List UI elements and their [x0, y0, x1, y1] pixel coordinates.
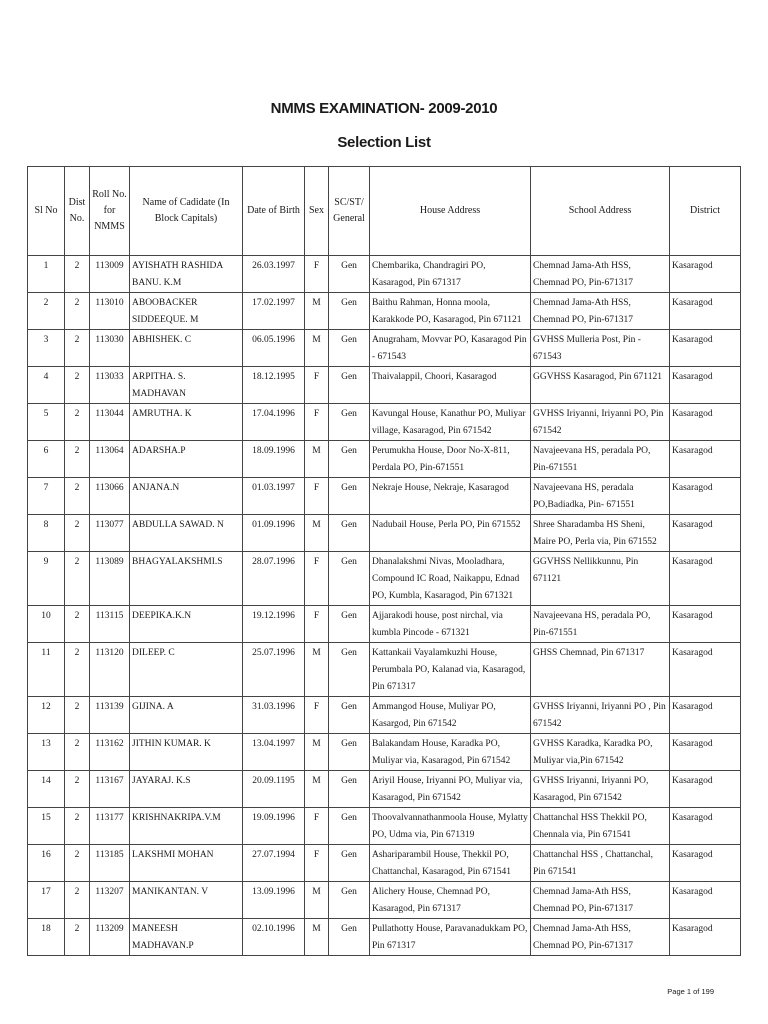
district-cell: Kasaragod: [670, 404, 741, 441]
category-cell: Gen: [329, 697, 370, 734]
dist-no-cell: 2: [65, 882, 90, 919]
dist-no-cell: 2: [65, 697, 90, 734]
dob-cell: 26.03.1997: [243, 256, 305, 293]
category-cell: Gen: [329, 256, 370, 293]
house-address-cell: Alichery House, Chemnad PO, Kasaragod, Pin 671317: [370, 882, 531, 919]
category-cell: Gen: [329, 845, 370, 882]
district-cell: Kasaragod: [670, 882, 741, 919]
roll-no-cell: 113044: [90, 404, 130, 441]
dist-no-cell: 2: [65, 552, 90, 606]
candidate-name-cell: ABHISHEK. C: [130, 330, 243, 367]
category-cell: Gen: [329, 734, 370, 771]
house-address-cell: Kattankaii Vayalamkuzhi House, Perumbala PO, Kalanad via, Kasaragod, Pin 671317: [370, 643, 531, 697]
sl-no-cell: 16: [28, 845, 65, 882]
roll-no-cell: 113077: [90, 515, 130, 552]
sl-no-cell: 14: [28, 771, 65, 808]
column-header: Name of Cadidate (In Block Capitals): [130, 167, 243, 256]
sex-cell: M: [305, 441, 329, 478]
sl-no-cell: 4: [28, 367, 65, 404]
table-body: [28, 256, 741, 956]
roll-no-cell: 113185: [90, 845, 130, 882]
table-row: [28, 697, 741, 734]
house-address-cell: Ashariparambil House, Thekkil PO, Chattanchal, Kasaragod, Pin 671541: [370, 845, 531, 882]
district-cell: Kasaragod: [670, 606, 741, 643]
table-row: [28, 643, 741, 697]
candidate-name-cell: KRISHNAKRIPA.V.M: [130, 808, 243, 845]
roll-no-cell: 113115: [90, 606, 130, 643]
house-address-cell: Anugraham, Movvar PO, Kasaragod Pin - 671543: [370, 330, 531, 367]
table-row: [28, 515, 741, 552]
table-header-row: [28, 167, 741, 256]
house-address-cell: Thoovalvannathanmoola House, Mylatty PO, Udma via, Pin 671319: [370, 808, 531, 845]
school-address-cell: GGVHSS Nellikkunnu, Pin 671121: [531, 552, 670, 606]
table-row: [28, 808, 741, 845]
sex-cell: F: [305, 404, 329, 441]
candidate-name-cell: AMRUTHA. K: [130, 404, 243, 441]
sex-cell: M: [305, 882, 329, 919]
dob-cell: 17.04.1996: [243, 404, 305, 441]
district-cell: Kasaragod: [670, 643, 741, 697]
category-cell: Gen: [329, 515, 370, 552]
sex-cell: F: [305, 606, 329, 643]
category-cell: Gen: [329, 882, 370, 919]
column-header: District: [670, 167, 741, 256]
category-cell: Gen: [329, 771, 370, 808]
category-cell: Gen: [329, 441, 370, 478]
sl-no-cell: 10: [28, 606, 65, 643]
candidate-name-cell: MANIKANTAN. V: [130, 882, 243, 919]
candidate-name-cell: ADARSHA.P: [130, 441, 243, 478]
district-cell: Kasaragod: [670, 515, 741, 552]
district-cell: Kasaragod: [670, 771, 741, 808]
category-cell: Gen: [329, 404, 370, 441]
district-cell: Kasaragod: [670, 441, 741, 478]
school-address-cell: GVHSS Mulleria Post, Pin - 671543: [531, 330, 670, 367]
sex-cell: F: [305, 256, 329, 293]
district-cell: Kasaragod: [670, 478, 741, 515]
school-address-cell: GVHSS Iriyanni, Iriyanni PO , Pin 671542: [531, 697, 670, 734]
roll-no-cell: 113167: [90, 771, 130, 808]
roll-no-cell: 113030: [90, 330, 130, 367]
table-row: [28, 441, 741, 478]
candidate-name-cell: ANJANA.N: [130, 478, 243, 515]
sex-cell: M: [305, 330, 329, 367]
column-header: Sl No: [28, 167, 65, 256]
column-header: Date of Birth: [243, 167, 305, 256]
dist-no-cell: 2: [65, 293, 90, 330]
school-address-cell: Navajeevana HS, peradala PO,Badiadka, Pin- 671551: [531, 478, 670, 515]
category-cell: Gen: [329, 367, 370, 404]
table-row: [28, 478, 741, 515]
school-address-cell: GGVHSS Kasaragod, Pin 671121: [531, 367, 670, 404]
district-cell: Kasaragod: [670, 808, 741, 845]
school-address-cell: GVHSS Iriyanni, Iriyanni PO, Pin 671542: [531, 404, 670, 441]
school-address-cell: Chemnad Jama-Ath HSS, Chemnad PO, Pin-671317: [531, 882, 670, 919]
category-cell: Gen: [329, 808, 370, 845]
house-address-cell: Perumukha House, Door No-X-811, Perdala PO, Pin-671551: [370, 441, 531, 478]
dist-no-cell: 2: [65, 441, 90, 478]
sex-cell: M: [305, 293, 329, 330]
candidate-name-cell: ARPITHA. S. MADHAVAN: [130, 367, 243, 404]
roll-no-cell: 113177: [90, 808, 130, 845]
candidate-name-cell: GIJINA. A: [130, 697, 243, 734]
dist-no-cell: 2: [65, 845, 90, 882]
category-cell: Gen: [329, 643, 370, 697]
table-row: [28, 771, 741, 808]
candidate-name-cell: JAYARAJ. K.S: [130, 771, 243, 808]
school-address-cell: GVHSS Iriyanni, Iriyanni PO, Kasaragod, Pin 671542: [531, 771, 670, 808]
sl-no-cell: 8: [28, 515, 65, 552]
table-row: [28, 919, 741, 956]
roll-no-cell: 113009: [90, 256, 130, 293]
dist-no-cell: 2: [65, 256, 90, 293]
district-cell: Kasaragod: [670, 919, 741, 956]
dob-cell: 02.10.1996: [243, 919, 305, 956]
dist-no-cell: 2: [65, 606, 90, 643]
dob-cell: 19.09.1996: [243, 808, 305, 845]
category-cell: Gen: [329, 478, 370, 515]
table-row: [28, 256, 741, 293]
roll-no-cell: 113207: [90, 882, 130, 919]
dob-cell: 27.07.1994: [243, 845, 305, 882]
house-address-cell: Ariyil House, Iriyanni PO, Muliyar via, Kasaragod, Pin 671542: [370, 771, 531, 808]
table-row: [28, 882, 741, 919]
category-cell: Gen: [329, 919, 370, 956]
district-cell: Kasaragod: [670, 552, 741, 606]
dist-no-cell: 2: [65, 734, 90, 771]
category-cell: Gen: [329, 293, 370, 330]
sl-no-cell: 17: [28, 882, 65, 919]
school-address-cell: Navajeevana HS, peradala PO, Pin-671551: [531, 606, 670, 643]
school-address-cell: Chemnad Jama-Ath HSS, Chemnad PO, Pin-671317: [531, 293, 670, 330]
district-cell: Kasaragod: [670, 697, 741, 734]
candidate-name-cell: DILEEP. C: [130, 643, 243, 697]
sex-cell: F: [305, 697, 329, 734]
school-address-cell: GVHSS Karadka, Karadka PO, Muliyar via,Pin 671542: [531, 734, 670, 771]
house-address-cell: Ajjarakodi house, post nirchal, via kumbla Pincode - 671321: [370, 606, 531, 643]
table-row: [28, 552, 741, 606]
sl-no-cell: 11: [28, 643, 65, 697]
school-address-cell: Chattanchal HSS Thekkil PO, Chennala via, Pin 671541: [531, 808, 670, 845]
dob-cell: 06.05.1996: [243, 330, 305, 367]
sl-no-cell: 9: [28, 552, 65, 606]
district-cell: Kasaragod: [670, 845, 741, 882]
category-cell: Gen: [329, 606, 370, 643]
sex-cell: M: [305, 515, 329, 552]
table-row: [28, 734, 741, 771]
table-row: [28, 330, 741, 367]
candidate-name-cell: ABDULLA SAWAD. N: [130, 515, 243, 552]
sex-cell: F: [305, 845, 329, 882]
house-address-cell: Pullathotty House, Paravanadukkam PO, Pin 671317: [370, 919, 531, 956]
dist-no-cell: 2: [65, 404, 90, 441]
sex-cell: F: [305, 367, 329, 404]
sex-cell: M: [305, 919, 329, 956]
sl-no-cell: 2: [28, 293, 65, 330]
house-address-cell: Chembarika, Chandragiri PO, Kasaragod, Pin 671317: [370, 256, 531, 293]
house-address-cell: Nadubail House, Perla PO, Pin 671552: [370, 515, 531, 552]
sl-no-cell: 15: [28, 808, 65, 845]
district-cell: Kasaragod: [670, 734, 741, 771]
dob-cell: 20.09.1195: [243, 771, 305, 808]
roll-no-cell: 113066: [90, 478, 130, 515]
table-row: [28, 404, 741, 441]
roll-no-cell: 113209: [90, 919, 130, 956]
dob-cell: 17.02.1997: [243, 293, 305, 330]
dist-no-cell: 2: [65, 478, 90, 515]
dist-no-cell: 2: [65, 330, 90, 367]
school-address-cell: Chattanchal HSS , Chattanchal, Pin 671541: [531, 845, 670, 882]
dob-cell: 13.09.1996: [243, 882, 305, 919]
category-cell: Gen: [329, 552, 370, 606]
district-cell: Kasaragod: [670, 330, 741, 367]
selection-table: [27, 166, 741, 956]
candidate-name-cell: AYISHATH RASHIDA BANU. K.M: [130, 256, 243, 293]
column-header: SC/ST/ General: [329, 167, 370, 256]
school-address-cell: Navajeevana HS, peradala PO, Pin-671551: [531, 441, 670, 478]
house-address-cell: Baithu Rahman, Honna moola, Karakkode PO, Kasaragod, Pin 671121: [370, 293, 531, 330]
sl-no-cell: 18: [28, 919, 65, 956]
roll-no-cell: 113139: [90, 697, 130, 734]
candidate-name-cell: MANEESH MADHAVAN.P: [130, 919, 243, 956]
candidate-name-cell: BHAGYALAKSHMI.S: [130, 552, 243, 606]
dob-cell: 01.03.1997: [243, 478, 305, 515]
house-address-cell: Nekraje House, Nekraje, Kasaragod: [370, 478, 531, 515]
house-address-cell: Ammangod House, Muliyar PO, Kasargod, Pin 671542: [370, 697, 531, 734]
column-header: Sex: [305, 167, 329, 256]
column-header: House Address: [370, 167, 531, 256]
category-cell: Gen: [329, 330, 370, 367]
sex-cell: M: [305, 771, 329, 808]
sl-no-cell: 12: [28, 697, 65, 734]
candidate-name-cell: LAKSHMI MOHAN: [130, 845, 243, 882]
table-row: [28, 606, 741, 643]
dist-no-cell: 2: [65, 771, 90, 808]
house-address-cell: Thaivalappil, Choori, Kasaragod: [370, 367, 531, 404]
column-header: Dist No.: [65, 167, 90, 256]
dist-no-cell: 2: [65, 643, 90, 697]
school-address-cell: Chemnad Jama-Ath HSS, Chemnad PO, Pin-671317: [531, 256, 670, 293]
roll-no-cell: 113120: [90, 643, 130, 697]
candidate-name-cell: JITHIN KUMAR. K: [130, 734, 243, 771]
dob-cell: 18.09.1996: [243, 441, 305, 478]
dob-cell: 01.09.1996: [243, 515, 305, 552]
dist-no-cell: 2: [65, 367, 90, 404]
table-row: [28, 845, 741, 882]
sl-no-cell: 3: [28, 330, 65, 367]
school-address-cell: Chemnad Jama-Ath HSS, Chemnad PO, Pin-671317: [531, 919, 670, 956]
roll-no-cell: 113033: [90, 367, 130, 404]
district-cell: Kasaragod: [670, 256, 741, 293]
dob-cell: 25.07.1996: [243, 643, 305, 697]
roll-no-cell: 113010: [90, 293, 130, 330]
sl-no-cell: 13: [28, 734, 65, 771]
sex-cell: F: [305, 478, 329, 515]
dob-cell: 19.12.1996: [243, 606, 305, 643]
house-address-cell: Balakandam House, Karadka PO, Muliyar via, Kasaragod, Pin 671542: [370, 734, 531, 771]
dist-no-cell: 2: [65, 919, 90, 956]
dob-cell: 13.04.1997: [243, 734, 305, 771]
dob-cell: 28.07.1996: [243, 552, 305, 606]
table-row: [28, 367, 741, 404]
dob-cell: 18.12.1995: [243, 367, 305, 404]
candidate-name-cell: DEEPIKA.K.N: [130, 606, 243, 643]
page-number: Page 1 of 199: [667, 987, 714, 996]
candidate-name-cell: ABOOBACKER SIDDEEQUE. M: [130, 293, 243, 330]
roll-no-cell: 113089: [90, 552, 130, 606]
dist-no-cell: 2: [65, 515, 90, 552]
sex-cell: F: [305, 552, 329, 606]
document-title: NMMS EXAMINATION- 2009-2010: [270, 100, 498, 117]
district-cell: Kasaragod: [670, 293, 741, 330]
roll-no-cell: 113064: [90, 441, 130, 478]
sl-no-cell: 7: [28, 478, 65, 515]
school-address-cell: GHSS Chemnad, Pin 671317: [531, 643, 670, 697]
district-cell: Kasaragod: [670, 367, 741, 404]
sex-cell: F: [305, 808, 329, 845]
sl-no-cell: 6: [28, 441, 65, 478]
column-header: School Address: [531, 167, 670, 256]
column-header: Roll No. for NMMS: [90, 167, 130, 256]
house-address-cell: Dhanalakshmi Nivas, Mooladhara, Compound IC Road, Naikappu, Ednad PO, Kumbla, Kasaragod, Pin 671321: [370, 552, 531, 606]
sl-no-cell: 1: [28, 256, 65, 293]
sl-no-cell: 5: [28, 404, 65, 441]
roll-no-cell: 113162: [90, 734, 130, 771]
document-subtitle: Selection List: [337, 134, 431, 151]
sex-cell: M: [305, 734, 329, 771]
school-address-cell: Shree Sharadamba HS Sheni, Maire PO, Perla via, Pin 671552: [531, 515, 670, 552]
table-row: [28, 293, 741, 330]
dob-cell: 31.03.1996: [243, 697, 305, 734]
dist-no-cell: 2: [65, 808, 90, 845]
house-address-cell: Kavungal House, Kanathur PO, Muliyar village, Kasaragod, Pin 671542: [370, 404, 531, 441]
sex-cell: M: [305, 643, 329, 697]
